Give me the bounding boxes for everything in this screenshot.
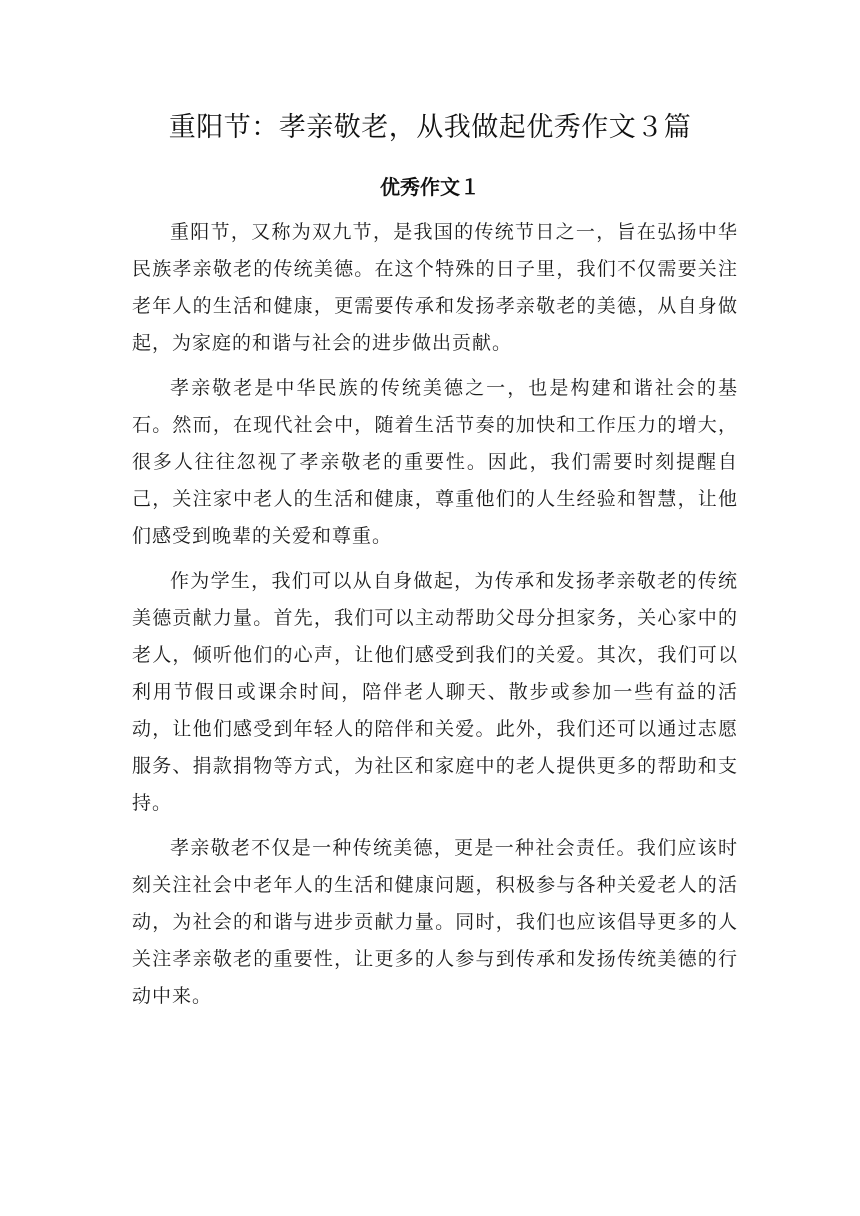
paragraph-3: 作为学生，我们可以从自身做起，为传承和发扬孝亲敬老的传统美德贡献力量。首先，我们可以主动帮助父母分担家务，关心家中的老人，倾听他们的心声，让他们感受到我们的关爱。其次，我们可以利用节假日或课余时间，陪伴老人聊天、散步或参加一些有益的活动，让他们感受到年轻人的陪伴和关爱。此外，我们还可以通过志愿服务、捐款捐物等方式，为社区和家庭中的老人提供更多的帮助和支持。: [132, 570, 738, 814]
paragraph-1: 重阳节，又称为双九节，是我国的传统节日之一，旨在弘扬中华民族孝亲敬老的传统美德。在这个特殊的日子里，我们不仅需要关注老年人的生活和健康，更需要传承和发扬孝亲敬老的美德，从自身做起，为家庭的和谐与社会的进步做出贡献。: [132, 221, 738, 354]
section-title: 优秀作文１: [380, 175, 480, 199]
document-title: 重阳节：孝亲敬老，从我做起优秀作文３篇: [168, 112, 692, 143]
paragraph-2: 孝亲敬老是中华民族的传统美德之一，也是构建和谐社会的基石。然而，在现代社会中，随着生活节奏的加快和工作压力的增大，很多人往往忽视了孝亲敬老的重要性。因此，我们需要时刻提醒自己，关注家中老人的生活和健康，尊重他们的人生经验和智慧，让他们感受到晚辈的关爱和尊重。: [132, 377, 738, 547]
essay-body: [132, 214, 738, 1023]
paragraph-4: 孝亲敬老不仅是一种传统美德，更是一种社会责任。我们应该时刻关注社会中老年人的生活和健康问题，积极参与各种关爱老人的活动，为社会的和谐与进步贡献力量。同时，我们也应该倡导更多的人关注孝亲敬老的重要性，让更多的人参与到传承和发扬传统美德的行动中来。: [132, 837, 738, 1007]
